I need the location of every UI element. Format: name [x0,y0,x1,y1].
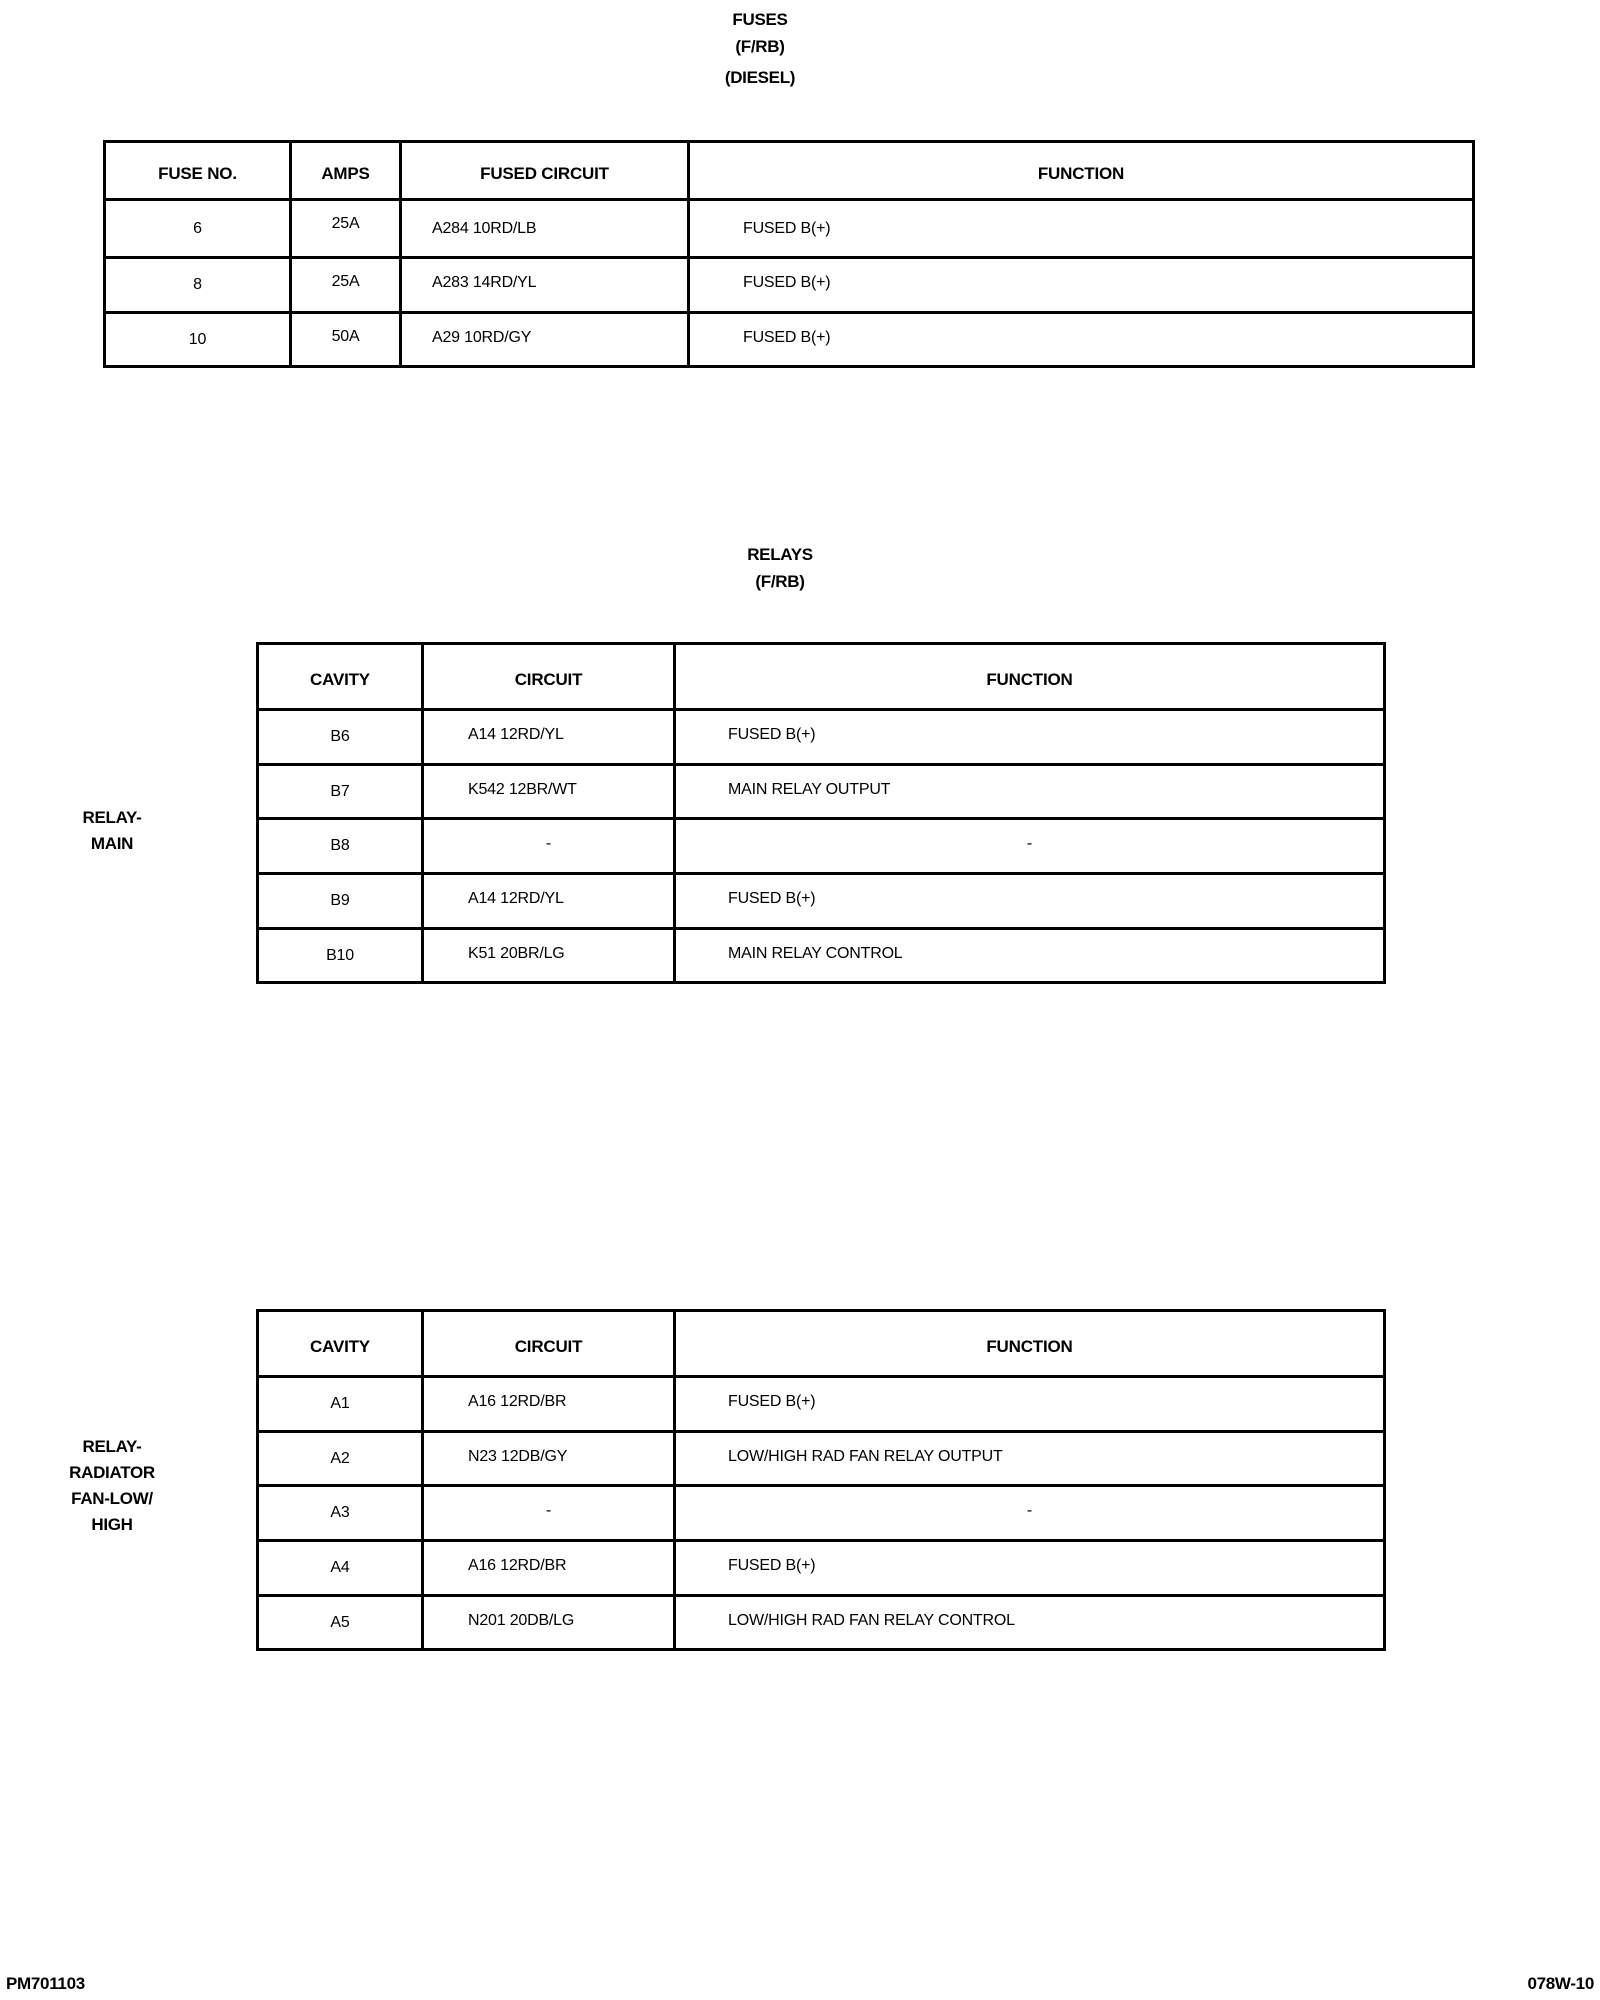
function-cell: MAIN RELAY CONTROL [675,929,1385,983]
relay-main-table [256,642,1386,984]
amps-cell: 25A [291,258,401,313]
fuses-title-line: (DIESEL) [724,68,796,87]
table-row [258,1432,1385,1486]
cavity-cell: A4 [258,1541,423,1596]
table-row [258,1541,1385,1596]
function-cell: FUSED B(+) [675,1377,1385,1432]
cavity-cell: B9 [258,874,423,929]
fuse-no-cell: 10 [105,313,291,367]
function-cell: FUSED B(+) [675,1541,1385,1596]
circuit-cell: A29 10RD/GY [401,313,689,367]
circuit-cell: K542 12BR/WT [423,765,675,819]
relay-main-label [52,805,172,857]
fuses-title-line: (F/RB) [735,37,785,56]
cavity-cell: A3 [258,1486,423,1541]
function-cell: - [675,1486,1385,1541]
relay-radiator-fan-label-line: RADIATOR [69,1463,155,1482]
table-row [258,710,1385,765]
fuse-no-cell: 6 [105,200,291,258]
circuit-cell: N23 12DB/GY [423,1432,675,1486]
relay-main-header-row [258,644,1385,710]
circuit-header: CIRCUIT [423,1311,675,1377]
cavity-cell: B6 [258,710,423,765]
fuses-table [103,140,1475,368]
function-header: FUNCTION [675,644,1385,710]
cavity-header: CAVITY [258,1311,423,1377]
relays-title-line: RELAYS [747,545,813,564]
table-row [258,819,1385,874]
table-row [105,200,1474,258]
fuse-no-cell: 8 [105,258,291,313]
relay-radiator-fan-header-row [258,1311,1385,1377]
table-row [258,1486,1385,1541]
amps-cell: 50A [291,313,401,367]
circuit-cell: A16 12RD/BR [423,1377,675,1432]
function-cell: LOW/HIGH RAD FAN RELAY OUTPUT [675,1432,1385,1486]
cavity-cell: B7 [258,765,423,819]
function-header: FUNCTION [689,142,1474,200]
table-row [258,765,1385,819]
function-cell: FUSED B(+) [675,874,1385,929]
relays-title-line: (F/RB) [755,572,805,591]
function-cell: - [675,819,1385,874]
table-row [258,1596,1385,1650]
relay-radiator-fan-label-line: FAN-LOW/ [71,1489,153,1508]
relay-main-label-line: RELAY- [82,808,142,827]
fuses-title-line: FUSES [732,10,788,29]
circuit-cell: A14 12RD/YL [423,874,675,929]
function-cell: FUSED B(+) [689,313,1474,367]
circuit-cell: N201 20DB/LG [423,1596,675,1650]
function-cell: LOW/HIGH RAD FAN RELAY CONTROL [675,1596,1385,1650]
relay-radiator-fan-label-line: HIGH [91,1515,133,1534]
relay-radiator-fan-label-line: RELAY- [82,1437,142,1456]
table-row [258,1377,1385,1432]
circuit-cell: A16 12RD/BR [423,1541,675,1596]
footer-left-code: PM701103 [6,1974,85,1993]
cavity-cell: A2 [258,1432,423,1486]
cavity-cell: A1 [258,1377,423,1432]
relay-main-label-line: MAIN [90,834,134,853]
amps-header: AMPS [291,142,401,200]
table-row [258,929,1385,983]
circuit-cell: - [423,1486,675,1541]
circuit-cell: A14 12RD/YL [423,710,675,765]
cavity-cell: B10 [258,929,423,983]
cavity-header: CAVITY [258,644,423,710]
function-cell: MAIN RELAY OUTPUT [675,765,1385,819]
function-cell: FUSED B(+) [689,200,1474,258]
circuit-header: CIRCUIT [423,644,675,710]
function-cell: FUSED B(+) [675,710,1385,765]
circuit-cell: A283 14RD/YL [401,258,689,313]
amps-cell: 25A [291,200,401,258]
function-header: FUNCTION [675,1311,1385,1377]
fuse-no-header: FUSE NO. [105,142,291,200]
relay-radiator-fan-label [52,1434,172,1538]
circuit-cell: - [423,819,675,874]
footer-right-code: 078W-10 [1527,1974,1594,1993]
circuit-cell: K51 20BR/LG [423,929,675,983]
fused-circuit-header: FUSED CIRCUIT [401,142,689,200]
table-row [258,874,1385,929]
cavity-cell: B8 [258,819,423,874]
function-cell: FUSED B(+) [689,258,1474,313]
fuses-title [660,6,860,91]
table-row [105,258,1474,313]
cavity-cell: A5 [258,1596,423,1650]
relays-title [680,541,880,595]
fuses-header-row [105,142,1474,200]
relay-radiator-fan-table [256,1309,1386,1651]
circuit-cell: A284 10RD/LB [401,200,689,258]
table-row [105,313,1474,367]
